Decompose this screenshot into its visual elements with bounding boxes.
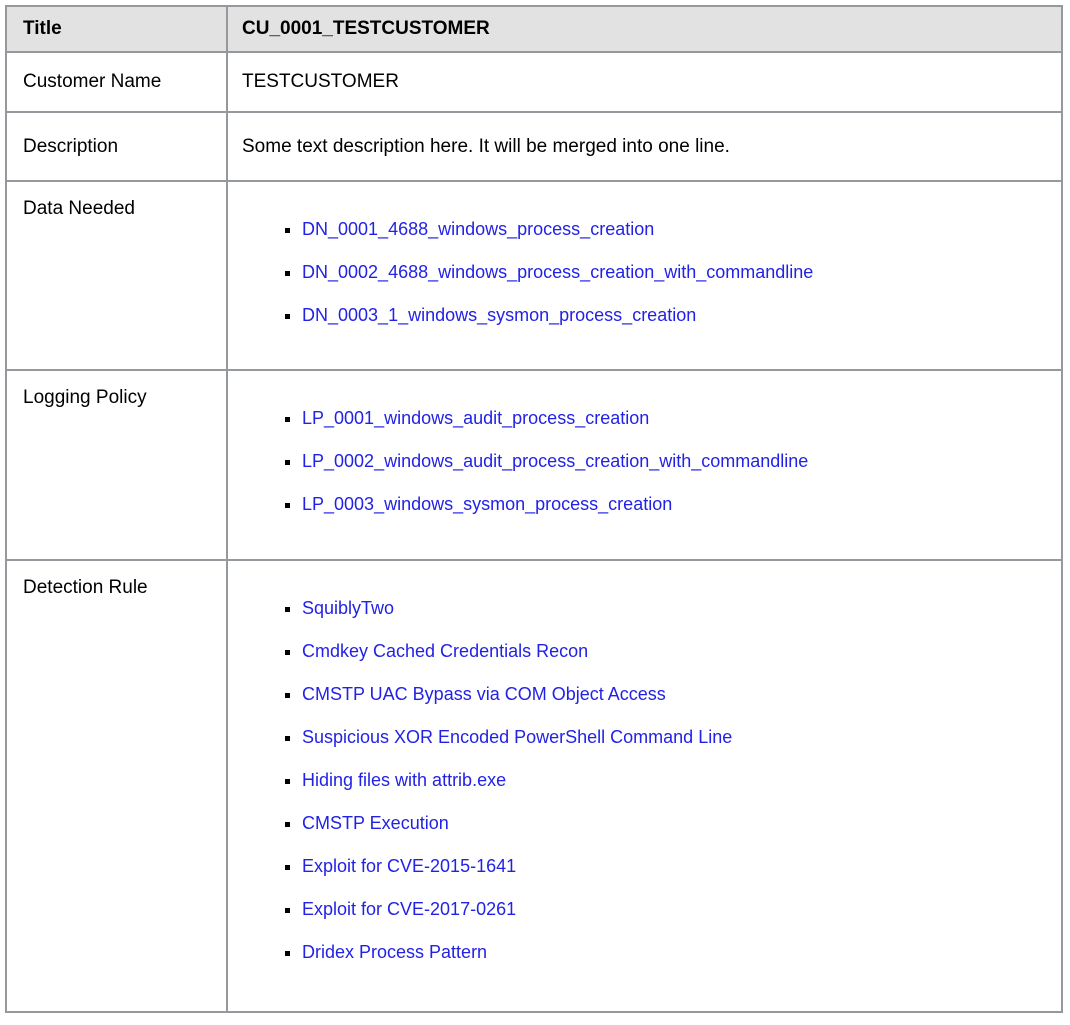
logging-policy-link[interactable]: LP_0003_windows_sysmon_process_creation [302,494,673,514]
logging-policy-cell [227,370,1062,560]
detection-rule-link[interactable]: Dridex Process Pattern [302,942,488,962]
list-item [302,491,1051,517]
list-item [302,810,1051,836]
title-value: CU_0001_TESTCUSTOMER [227,6,1062,52]
detection-rule-link[interactable]: CMSTP UAC Bypass via COM Object Access [302,684,666,704]
customer-name-value: TESTCUSTOMER [227,52,1062,112]
data-needed-link[interactable]: DN_0001_4688_windows_process_creation [302,219,655,239]
description-value: Some text description here. It will be merged into one line. [227,112,1062,181]
data-needed-link[interactable]: DN_0002_4688_windows_process_creation_with_commandline [302,262,814,282]
list-item [302,767,1051,793]
list-item [302,939,1051,965]
table-row-data-needed [6,181,1062,370]
list-item [302,853,1051,879]
detection-rule-list [242,595,1051,965]
detection-rule-link[interactable]: CMSTP Execution [302,813,449,833]
data-needed-list [242,216,1051,328]
logging-policy-link[interactable]: LP_0001_windows_audit_process_creation [302,408,650,428]
row-label-title: Title [6,6,227,52]
table-row-customer-name [6,52,1062,112]
row-label-logging-policy: Logging Policy [6,370,227,560]
detection-rule-link[interactable]: SquiblyTwo [302,598,395,618]
table-row-logging-policy [6,370,1062,560]
detection-rule-link[interactable]: Exploit for CVE-2015-1641 [302,856,517,876]
list-item [302,638,1051,664]
list-item [302,216,1051,242]
detection-rule-link[interactable]: Suspicious XOR Encoded PowerShell Command Line [302,727,733,747]
row-label-detection-rule: Detection Rule [6,560,227,1012]
data-needed-cell [227,181,1062,370]
row-label-customer-name: Customer Name [6,52,227,112]
detection-rule-link[interactable]: Exploit for CVE-2017-0261 [302,899,517,919]
list-item [302,259,1051,285]
detection-rule-cell [227,560,1062,1012]
list-item [302,448,1051,474]
data-needed-link[interactable]: DN_0003_1_windows_sysmon_process_creation [302,305,697,325]
table-row-detection-rule [6,560,1062,1012]
list-item [302,724,1051,750]
list-item [302,405,1051,431]
list-item [302,896,1051,922]
list-item [302,595,1051,621]
list-item [302,681,1051,707]
customer-details-table [5,5,1063,1013]
detection-rule-link[interactable]: Hiding files with attrib.exe [302,770,507,790]
table-row-description [6,112,1062,181]
row-label-data-needed: Data Needed [6,181,227,370]
table-row-title [6,6,1062,52]
list-item [302,302,1051,328]
row-label-description: Description [6,112,227,181]
logging-policy-link[interactable]: LP_0002_windows_audit_process_creation_with_commandline [302,451,809,471]
detection-rule-link[interactable]: Cmdkey Cached Credentials Recon [302,641,589,661]
logging-policy-list [242,405,1051,517]
